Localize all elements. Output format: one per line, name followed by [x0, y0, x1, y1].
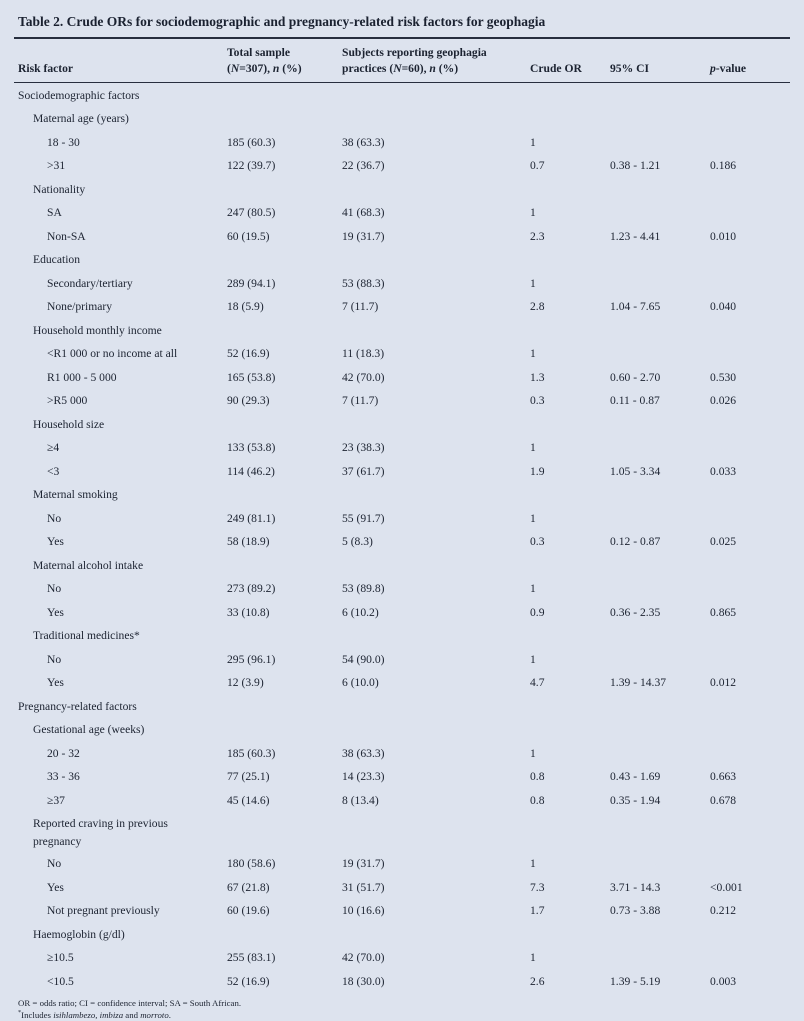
cell-total-sample: 52 (16.9) [227, 347, 342, 361]
cell-p-value: <0.001 [710, 881, 786, 895]
cell-subjects: 5 (8.3) [342, 535, 530, 549]
cell-total-sample: 165 (53.8) [227, 371, 342, 385]
cell-total-sample: 249 (81.1) [227, 512, 342, 526]
row-label: ≥37 [14, 794, 227, 808]
row-label: Education [14, 249, 214, 271]
footnote: OR = odds ratio; CI = confidence interval; SA = South African. [18, 998, 790, 1009]
table-row [14, 648, 790, 672]
row-label: >31 [14, 159, 227, 173]
cell-subjects: 53 (89.8) [342, 582, 530, 596]
cell-subjects: 38 (63.3) [342, 136, 530, 150]
cell-crude-or: 2.3 [530, 230, 610, 244]
table-row [14, 876, 790, 900]
table-row [14, 131, 790, 155]
cell-subjects: 14 (23.3) [342, 770, 530, 784]
cell-p-value: 0.025 [710, 535, 786, 549]
cell-crude-or: 0.7 [530, 159, 610, 173]
cell-p-value: 0.663 [710, 770, 786, 784]
cell-crude-or: 0.3 [530, 535, 610, 549]
table-row [14, 789, 790, 813]
column-header-ci: 95% CI [610, 61, 710, 77]
cell-ci: 0.35 - 1.94 [610, 794, 710, 808]
cell-subjects: 19 (31.7) [342, 857, 530, 871]
table-row [14, 719, 790, 743]
cell-crude-or: 2.6 [530, 975, 610, 989]
row-label: Yes [14, 535, 227, 549]
cell-subjects: 41 (68.3) [342, 206, 530, 220]
row-label: 18 - 30 [14, 136, 227, 150]
cell-crude-or: 0.3 [530, 394, 610, 408]
cell-crude-or: 1.3 [530, 371, 610, 385]
cell-total-sample: 289 (94.1) [227, 277, 342, 291]
column-header-risk-factor: Risk factor [14, 61, 227, 77]
cell-total-sample: 33 (10.8) [227, 606, 342, 620]
cell-crude-or: 1 [530, 136, 610, 150]
row-label: Household size [14, 414, 214, 436]
table-row [14, 531, 790, 555]
table-title: Table 2. Crude ORs for sociodemographic and pregnancy-related risk factors for geophagia [14, 6, 790, 37]
table-row [14, 625, 790, 649]
cell-crude-or: 0.8 [530, 770, 610, 784]
row-label: No [14, 653, 227, 667]
table-row [14, 853, 790, 877]
cell-p-value: 0.865 [710, 606, 786, 620]
row-label: 33 - 36 [14, 770, 227, 784]
cell-subjects: 53 (88.3) [342, 277, 530, 291]
table-row [14, 923, 790, 947]
cell-p-value: 0.040 [710, 300, 786, 314]
cell-crude-or: 1 [530, 206, 610, 220]
cell-total-sample: 122 (39.7) [227, 159, 342, 173]
cell-total-sample: 58 (18.9) [227, 535, 342, 549]
cell-p-value: 0.026 [710, 394, 786, 408]
table-row [14, 601, 790, 625]
table-row [14, 554, 790, 578]
cell-subjects: 23 (38.3) [342, 441, 530, 455]
row-label: Nationality [14, 179, 214, 201]
cell-crude-or: 1.7 [530, 904, 610, 918]
cell-ci: 1.05 - 3.34 [610, 465, 710, 479]
cell-ci: 0.43 - 1.69 [610, 770, 710, 784]
cell-p-value: 0.678 [710, 794, 786, 808]
cell-p-value: 0.012 [710, 676, 786, 690]
table-footnotes [14, 998, 790, 1021]
row-label: Maternal alcohol intake [14, 555, 214, 577]
row-label: Traditional medicines* [14, 625, 214, 647]
cell-ci: 3.71 - 14.3 [610, 881, 710, 895]
cell-total-sample: 273 (89.2) [227, 582, 342, 596]
table-row [14, 225, 790, 249]
cell-ci: 0.12 - 0.87 [610, 535, 710, 549]
cell-total-sample: 247 (80.5) [227, 206, 342, 220]
cell-crude-or: 1 [530, 582, 610, 596]
cell-subjects: 54 (90.0) [342, 653, 530, 667]
table-row [14, 108, 790, 132]
row-label: No [14, 857, 227, 871]
table-row [14, 296, 790, 320]
cell-subjects: 10 (16.6) [342, 904, 530, 918]
table-row [14, 155, 790, 179]
row-label: Secondary/tertiary [14, 277, 227, 291]
row-label: ≥4 [14, 441, 227, 455]
cell-total-sample: 114 (46.2) [227, 465, 342, 479]
cell-total-sample: 295 (96.1) [227, 653, 342, 667]
table-body [14, 83, 790, 994]
cell-ci: 0.11 - 0.87 [610, 394, 710, 408]
cell-ci: 0.60 - 2.70 [610, 371, 710, 385]
cell-total-sample: 90 (29.3) [227, 394, 342, 408]
cell-crude-or: 1.9 [530, 465, 610, 479]
table-row [14, 900, 790, 924]
row-label: Yes [14, 676, 227, 690]
cell-subjects: 7 (11.7) [342, 300, 530, 314]
cell-ci: 0.73 - 3.88 [610, 904, 710, 918]
cell-subjects: 31 (51.7) [342, 881, 530, 895]
cell-crude-or: 1 [530, 747, 610, 761]
table-row [14, 84, 790, 108]
table-row [14, 672, 790, 696]
cell-subjects: 19 (31.7) [342, 230, 530, 244]
row-label: <R1 000 or no income at all [14, 347, 227, 361]
cell-total-sample: 185 (60.3) [227, 136, 342, 150]
cell-total-sample: 45 (14.6) [227, 794, 342, 808]
table-row [14, 319, 790, 343]
table-row [14, 578, 790, 602]
column-header-crude-or: Crude OR [530, 61, 610, 77]
cell-total-sample: 52 (16.9) [227, 975, 342, 989]
cell-subjects: 8 (13.4) [342, 794, 530, 808]
cell-subjects: 42 (70.0) [342, 951, 530, 965]
table-row [14, 460, 790, 484]
cell-total-sample: 255 (83.1) [227, 951, 342, 965]
cell-p-value: 0.212 [710, 904, 786, 918]
table-row [14, 766, 790, 790]
column-header-total-sample: Total sample (N=307), n (%) [227, 45, 342, 76]
cell-total-sample: 180 (58.6) [227, 857, 342, 871]
cell-crude-or: 1 [530, 857, 610, 871]
row-label: ≥10.5 [14, 951, 227, 965]
cell-subjects: 6 (10.2) [342, 606, 530, 620]
cell-p-value: 0.003 [710, 975, 786, 989]
table-row [14, 813, 790, 853]
row-label: Household monthly income [14, 320, 214, 342]
cell-crude-or: 2.8 [530, 300, 610, 314]
row-label: 20 - 32 [14, 747, 227, 761]
row-label: Maternal smoking [14, 484, 214, 506]
table-row [14, 366, 790, 390]
column-header-subjects: Subjects reporting geophagia practices (N=60), n (%) [342, 45, 530, 76]
cell-subjects: 37 (61.7) [342, 465, 530, 479]
table-row [14, 390, 790, 414]
table-row [14, 695, 790, 719]
table-row [14, 970, 790, 994]
cell-ci: 0.36 - 2.35 [610, 606, 710, 620]
cell-total-sample: 12 (3.9) [227, 676, 342, 690]
cell-total-sample: 67 (21.8) [227, 881, 342, 895]
table-row [14, 742, 790, 766]
cell-crude-or: 1 [530, 951, 610, 965]
cell-subjects: 55 (91.7) [342, 512, 530, 526]
cell-crude-or: 1 [530, 277, 610, 291]
table-row [14, 343, 790, 367]
cell-subjects: 42 (70.0) [342, 371, 530, 385]
cell-total-sample: 185 (60.3) [227, 747, 342, 761]
cell-ci: 1.23 - 4.41 [610, 230, 710, 244]
cell-p-value: 0.530 [710, 371, 786, 385]
row-label: R1 000 - 5 000 [14, 371, 227, 385]
row-label: Not pregnant previously [14, 904, 227, 918]
cell-total-sample: 77 (25.1) [227, 770, 342, 784]
cell-ci: 1.39 - 14.37 [610, 676, 710, 690]
cell-total-sample: 60 (19.6) [227, 904, 342, 918]
row-label: Pregnancy-related factors [14, 700, 227, 714]
table-row [14, 249, 790, 273]
cell-total-sample: 18 (5.9) [227, 300, 342, 314]
cell-total-sample: 60 (19.5) [227, 230, 342, 244]
table-row [14, 507, 790, 531]
cell-crude-or: 7.3 [530, 881, 610, 895]
table-row [14, 437, 790, 461]
cell-crude-or: 0.8 [530, 794, 610, 808]
footnote: *Includes isihlambezo, imbiza and morroto. [18, 1008, 790, 1021]
row-label: None/primary [14, 300, 227, 314]
cell-p-value: 0.186 [710, 159, 786, 173]
cell-crude-or: 1 [530, 653, 610, 667]
cell-crude-or: 0.9 [530, 606, 610, 620]
row-label: No [14, 512, 227, 526]
row-label: Sociodemographic factors [14, 89, 227, 103]
table-row [14, 272, 790, 296]
row-label: Gestational age (weeks) [14, 719, 214, 741]
row-label: Yes [14, 606, 227, 620]
column-header-p-value: p-value [710, 61, 786, 77]
row-label: <10.5 [14, 975, 227, 989]
table-row [14, 484, 790, 508]
row-label: Haemoglobin (g/dl) [14, 924, 214, 946]
cell-crude-or: 4.7 [530, 676, 610, 690]
cell-ci: 1.39 - 5.19 [610, 975, 710, 989]
cell-p-value: 0.010 [710, 230, 786, 244]
cell-total-sample: 133 (53.8) [227, 441, 342, 455]
cell-crude-or: 1 [530, 347, 610, 361]
table-header-row [14, 39, 790, 82]
cell-crude-or: 1 [530, 512, 610, 526]
cell-subjects: 6 (10.0) [342, 676, 530, 690]
cell-subjects: 22 (36.7) [342, 159, 530, 173]
table-row [14, 178, 790, 202]
row-label: Yes [14, 881, 227, 895]
table-row [14, 202, 790, 226]
table-row [14, 413, 790, 437]
row-label: Maternal age (years) [14, 108, 214, 130]
row-label: <3 [14, 465, 227, 479]
cell-subjects: 7 (11.7) [342, 394, 530, 408]
row-label: >R5 000 [14, 394, 227, 408]
cell-crude-or: 1 [530, 441, 610, 455]
cell-subjects: 11 (18.3) [342, 347, 530, 361]
cell-subjects: 38 (63.3) [342, 747, 530, 761]
row-label: No [14, 582, 227, 596]
cell-subjects: 18 (30.0) [342, 975, 530, 989]
cell-p-value: 0.033 [710, 465, 786, 479]
row-label: Reported craving in previous pregnancy [14, 813, 214, 853]
table-row [14, 947, 790, 971]
cell-ci: 1.04 - 7.65 [610, 300, 710, 314]
cell-ci: 0.38 - 1.21 [610, 159, 710, 173]
row-label: SA [14, 206, 227, 220]
row-label: Non-SA [14, 230, 227, 244]
